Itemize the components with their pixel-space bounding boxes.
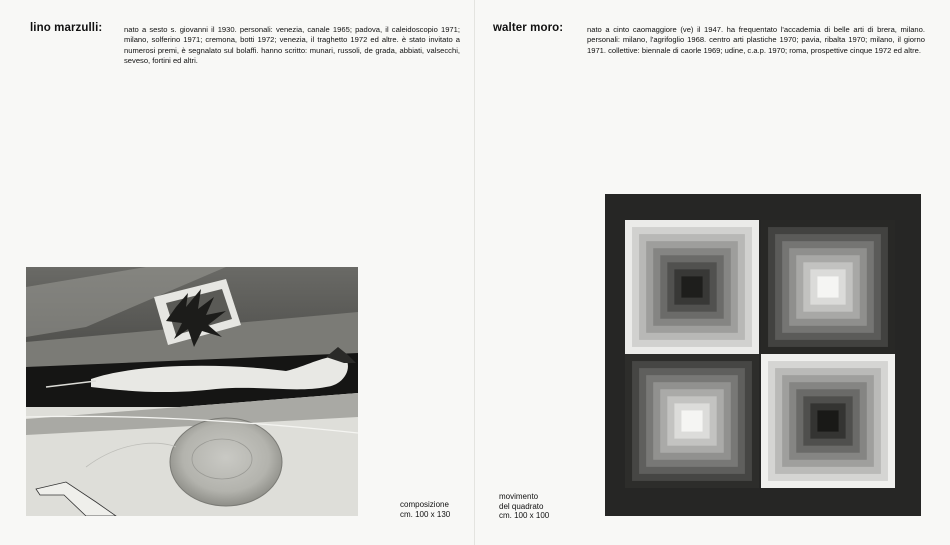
artwork-composizione-image	[26, 267, 358, 516]
panel-top-left-ring	[681, 276, 702, 297]
caption-size: cm. 100 x 130	[400, 509, 451, 519]
artist-name-moro: walter moro:	[493, 22, 564, 34]
panel-bottom-right-ring	[817, 410, 838, 431]
artist-bio-moro: nato a cinto caomaggiore (ve) il 1947. ha frequentato l'accademia di belle arti di brera, milano. personali: milano, l'agrifoglio 1968. centro arti plastiche 1970; pavia, ribalta 1970; milano, il giorno 1971. collettive: biennale di caorle 1969; udine, c.a.p. 1970; roma, prospettive cinque 1972 ed altre.	[587, 25, 925, 55]
panel-top-right-ring	[817, 276, 838, 297]
artist-bio-marzulli: nato a sesto s. giovanni il 1930. personali: venezia, canale 1965; padova, il caleidoscopio 1971; milano, solferino 1971; cremona, botti 1972; venezia, il traghetto 1972 ed altre. è stato invitato a numerosi premi, è segnalato sul bolaffi. hanno scritto: munari, russoli, de grada, abbiati, valsecchi, seveso, fortini ed altri.	[124, 25, 460, 66]
artwork-caption-composizione	[400, 500, 450, 519]
panel-bottom-left-ring	[681, 410, 702, 431]
artwork-movimento-del-quadrato	[605, 194, 921, 516]
caption-size: cm. 100 x 100	[499, 511, 550, 520]
caption-title: composizione	[400, 500, 449, 509]
right-page	[475, 0, 950, 545]
caption-title-line1: movimento	[499, 492, 539, 501]
artwork-caption-movimento	[499, 492, 549, 521]
caption-title-line2: del quadrato	[499, 501, 544, 511]
artwork-composizione	[26, 267, 358, 516]
artwork-movimento-image	[605, 194, 921, 516]
artist-name-marzulli: lino marzulli:	[30, 22, 103, 34]
